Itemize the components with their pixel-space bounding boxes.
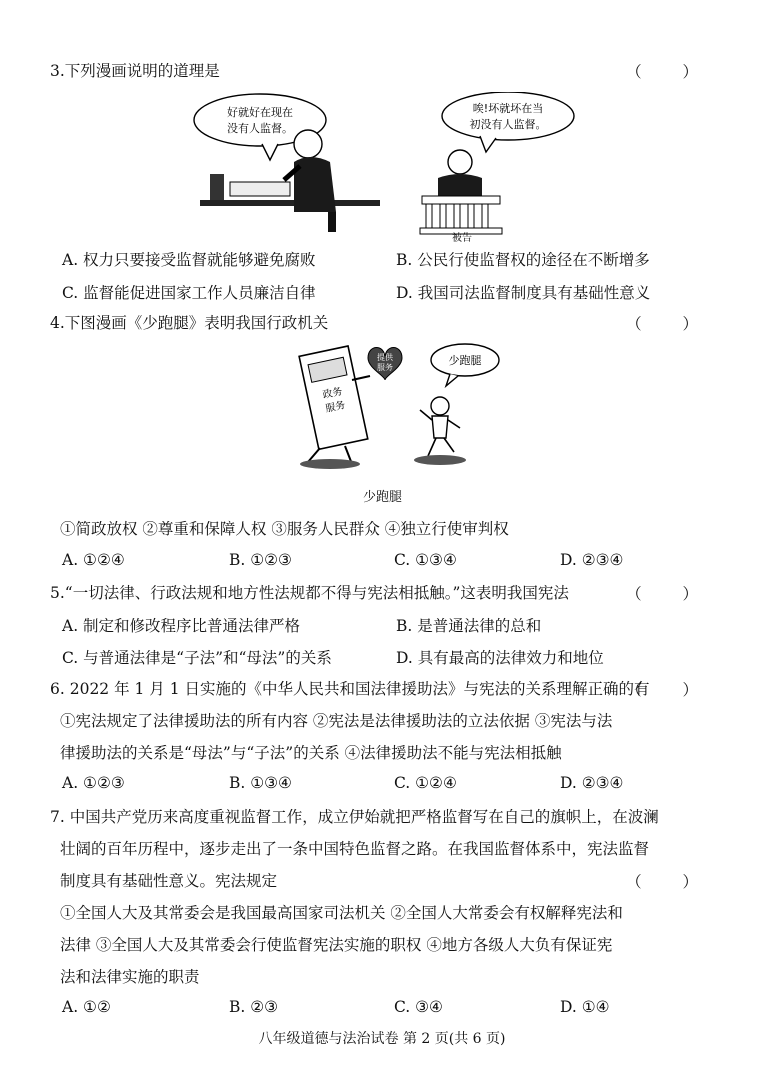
q6-answer-paren: （ ） bbox=[626, 681, 716, 699]
q3-stem: 3.下列漫画说明的道理是 bbox=[50, 62, 220, 80]
q7-line6: 法和法律实施的职责 bbox=[60, 968, 200, 986]
page-footer: 八年级道德与法治试卷 第 2 页(共 6 页) bbox=[258, 1031, 506, 1047]
q3-option-a[interactable]: A. 权力只要接受监督就能够避免腐败 bbox=[62, 251, 316, 269]
q5-option-a[interactable]: A. 制定和修改程序比普通法律严格 bbox=[62, 617, 301, 635]
q7-line1: 7. 中国共产党历来高度重视监督工作，成立伊始就把严格监督写在自己的旗帜上，在波澜 bbox=[50, 808, 659, 826]
q6-option-c[interactable]: C. ①②④ bbox=[394, 774, 457, 792]
q4-option-a[interactable]: A. ①②④ bbox=[62, 551, 125, 569]
q4-bubble-text: 少跑腿 bbox=[448, 354, 482, 367]
q3-cartoon bbox=[190, 92, 590, 242]
q3-bubble-right-line1: 唉!坏就坏在当 bbox=[472, 102, 544, 115]
q3-answer-paren: （ ） bbox=[626, 63, 716, 81]
q7-option-c[interactable]: C. ③④ bbox=[394, 998, 443, 1016]
q7-line5: 法律 ③全国人大及其常委会行使监督宪法实施的职权 ④地方各级人大负有保证宪 bbox=[60, 936, 613, 954]
q4-option-c[interactable]: C. ①③④ bbox=[394, 551, 457, 569]
q6-line2: ①宪法规定了法律援助法的所有内容 ②宪法是法律援助法的立法依据 ③宪法与法 bbox=[60, 712, 613, 730]
q3-bubble-right-line2: 初没有人监督。 bbox=[469, 118, 547, 131]
q4-items: ①简政放权 ②尊重和保障人权 ③服务人民群众 ④独立行使审判权 bbox=[60, 520, 509, 538]
q4-stem: 4.下图漫画《少跑腿》表明我国行政机关 bbox=[50, 314, 329, 332]
q5-option-b[interactable]: B. 是普通法律的总和 bbox=[396, 617, 542, 635]
q4-cartoon bbox=[290, 340, 520, 470]
q7-option-b[interactable]: B. ②③ bbox=[229, 998, 279, 1016]
q4-caption: 少跑腿 bbox=[363, 490, 403, 505]
q6-option-d[interactable]: D. ②③④ bbox=[560, 774, 624, 792]
q7-answer-paren: （ ） bbox=[626, 873, 716, 891]
q3-option-d[interactable]: D. 我国司法监督制度具有基础性意义 bbox=[396, 284, 651, 302]
q4-heart-text-2: 服务 bbox=[377, 363, 393, 372]
q5-answer-paren: （ ） bbox=[626, 585, 716, 603]
q7-line2: 壮阔的百年历程中，逐步走出了一条中国特色监督之路。在我国监督体系中，宪法监督 bbox=[60, 840, 650, 858]
q4-machine-text-2: 服务 bbox=[324, 399, 347, 415]
q3-option-c[interactable]: C. 监督能促进国家工作人员廉洁自律 bbox=[62, 284, 316, 302]
q4-option-d[interactable]: D. ②③④ bbox=[560, 551, 624, 569]
q3-defendant-label: 被告 bbox=[452, 233, 472, 242]
q3-bubble-left-line2: 没有人监督。 bbox=[227, 122, 293, 135]
q5-option-d[interactable]: D. 具有最高的法律效力和地位 bbox=[396, 649, 604, 667]
q7-option-a[interactable]: A. ①② bbox=[62, 998, 111, 1016]
q7-line3: 制度具有基础性意义。宪法规定 bbox=[60, 872, 278, 890]
q3-bubble-right bbox=[442, 92, 574, 140]
q5-stem: 5.“一切法律、行政法规和地方性法规都不得与宪法相抵触。”这表明我国宪法 bbox=[50, 584, 569, 602]
q6-option-b[interactable]: B. ①③④ bbox=[229, 774, 292, 792]
q7-option-d[interactable]: D. ①④ bbox=[560, 998, 610, 1016]
q6-option-a[interactable]: A. ①②③ bbox=[62, 774, 125, 792]
q7-line4: ①全国人大及其常委会是我国最高国家司法机关 ②全国人大常委会有权解释宪法和 bbox=[60, 904, 623, 922]
q4-machine-text-1: 政务 bbox=[321, 386, 344, 402]
q5-option-c[interactable]: C. 与普通法律是“子法”和“母法”的关系 bbox=[62, 649, 332, 667]
q3-option-b[interactable]: B. 公民行使监督权的途径在不断增多 bbox=[396, 251, 650, 269]
q4-heart-text-1: 提供 bbox=[377, 353, 393, 362]
q3-bubble-left-line1: 好就好在现在 bbox=[227, 106, 293, 119]
q6-stem: 6. 2022 年 1 月 1 日实施的《中华人民共和国法律援助法》与宪法的关系理解正确的有 bbox=[50, 680, 650, 698]
q4-option-b[interactable]: B. ①②③ bbox=[229, 551, 292, 569]
q6-line3: 律援助法的关系是“母法”与“子法”的关系 ④法律援助法不能与宪法相抵触 bbox=[60, 744, 562, 762]
q4-answer-paren: （ ） bbox=[626, 315, 716, 333]
